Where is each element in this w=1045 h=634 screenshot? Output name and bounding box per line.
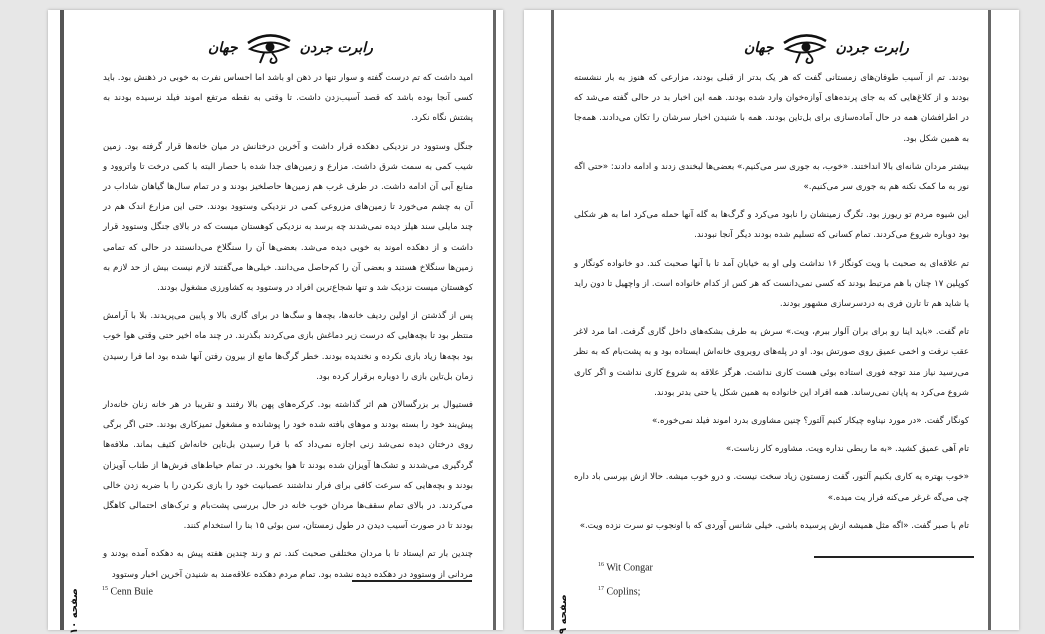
footnote [102,586,153,597]
paragraph: بیشتر مردان شانه‌ای بالا انداختند. «خوب، به جوری سر می‌کنیم.» بعضی‌ها لبخندی زدند و ادامه دادند: «حتی اگه نور به ما کمک نکنه هم به جوری سر می‌کنیم.» [574,161,969,193]
paragraph: کونگار گفت. «در مورد نیناوه چیکار کنیم آلتور؟ چنین مشاوری بدرد اموند فیلد نمی‌خوره.» [652,416,969,427]
eye-of-horus-icon [244,31,294,65]
page-border-left [60,10,64,630]
footnote-number: 16 [598,562,604,568]
page-body [574,68,969,544]
paragraph: پس از گذشتن از اولین ردیف خانه‌ها، بچه‌ها و سگ‌ها در برای گاری بالا و پایین می‌پریدند. بلا با آرامش منتظر بود تا بچه‌هایی که درست زیر دماغش بازی می‌کردند بگذرند. در چند ماه اخیر حتی وقتی هوا خوب بود بچه‌ها زیاد بازی نکرده و نخندیده بودند. خطر گرگ‌ها مانع از بیرون رفتن آنها شده بود اما فرا رسیدن زمان بل‌تاین بازی را دوباره برقرار کرده بود. [103,311,473,382]
paragraph: «خوب بهتره یه کاری بکنیم آلتور، گفت زمستون زیاد سخت نیست. و درو خوب میشه. حالا ازش بپرسی باد داره چی می‌گه غرغر می‌کنه فرار یت میده.» [574,472,969,503]
paragraph: بودند. تم از آسیب طوفان‌های زمستانی گفت که هر یک بدتر از قبلی بودند، مزارعی که هنوز به بار ننشسته بودند و از کلاغ‌هایی که به جای پرنده‌های آوازه‌خوان وارد شده بودند. همه این اخبار بد در حالی گفته می‌شد که در اطرافشان همه در حال آماده‌سازی برای بل‌تاین بودند. همه با شنیدن اخبار سرشان را تکان می‌دادند. همه‌جا به همین شکل بود. [574,73,969,144]
footnote [598,586,640,597]
footnote-divider [352,580,472,582]
page-header [744,28,909,68]
page-border-right [988,10,991,630]
footnote-text: Coplins; [606,586,641,598]
header-title: جهان [208,40,238,56]
paragraph: تام گفت. «باید اینا رو برای بران آلوار ببرم، ویت.» سرش به طرف بشکه‌های داخل گاری گرفت. اما مرد لاغر عقب نرفت و اخمی عمیق روی صورتش بود. او در پله‌های روبروی خانه‌اش ایستاده بود و به پشت‌بام که به نظر می‌رسید نیاز مند توجه فوری استاده بوئی هست کاری نداشت. هرگز علاقه به شروع کاری نداشت و اگر کاری شروع می‌کرد به پایان نمی‌رساند. همه افراد این خانواده به همین شکل یا حتی بدتر بودند. [574,327,969,398]
paragraph: امید داشت که تم درست گفته و سوار تنها در ذهن او باشد اما احساس نفرت به خوبی در ذهنش بود. باید کسی آنجا بوده باشد که قصد آسیب‌زدن داشت. تا وقتی به نقطه مرتفع اموند فیلد نرسیده بودند به پشتش نگاه نکرد. [103,73,473,124]
header-author: رابرت جردن [299,40,373,56]
page-body [103,68,473,593]
paragraph: جنگل وستوود در نزدیکی دهکده قرار داشت و آخرین درختانش در میان خانه‌ها قرار گرفته بود. زمین شیب کمی به سمت شرق داشت. مزارع و زمین‌های جدا شده با حصار البته با کمی درخت تا واتروود و منابع آبی آن ادامه داشت. در طرف غرب هم زمین‌ها حاصلخیز بودند و در تمام سال‌ها گیاهان شاداب در آن به چشم می‌خورد تا زمین‌های مزروعی کمی در نزدیکی وستوود بودند. حتی این مزارع اندک هم در چند مایلی سند هیلز دیده نمی‌شدند چه برسد به نزدیکی کوهستان میست که در بالای جنگل وستوود قرار داشت و از دهکده اموند به خوبی دیده می‌شد. بعضی‌ها آن را سنگلاخ می‌دانستند در حالی که تمامی زمین‌ها سنگلاخ هستند و بعضی آن را کم‌حاصل می‌دانند. خیلی‌ها می‌گفتند لازم نیست بیش از حد لازم به کوهستان میست نزدیک شد و تنها شجاع‌ترین افراد در وستوود به کشاورزی مشغول بودند. [103,141,473,294]
paragraph: تام آهی عمیق کشید. «به ما ربطی نداره ویت. مشاوره کار زناست.» [725,444,969,455]
header-title: جهان [744,40,774,56]
page-border-left [551,10,554,630]
footnote-divider [814,556,974,558]
header-author: رابرت جردن [835,40,909,56]
page-border-right [493,10,496,630]
footnote-number: 15 [102,586,108,592]
paragraph: این شیوه مردم تو ریورز بود. تگرگ زمینشان را نابود می‌کرد و گرگ‌ها به گله آنها حمله می‌کرد اما به هر شکلی بود دوباره شروع می‌کردند. تمام کسانی که تسلیم شده بودند دیگر آنجا نبودند. [574,210,969,241]
paragraph: چندین بار تم ایستاد تا با مردان مختلفی صحبت کند. تم و رند چندین هفته پیش به دهکده آمده بودند و مردانی از وستوود در دهکده دیده نشده بود. تمام مردم دهکده علاقه‌مند به شنیدن آخرین اخبار وستوود [103,549,473,580]
page-header [208,28,373,68]
page-number: صفحه ۹ [558,594,569,634]
footnote-text: Wit Congar [606,562,653,574]
paragraph: فستیوال بر بزرگسالان هم اثر گذاشته بود. کرکره‌های پهن بالا رفتند و تقریبا در هر خانه زنان خانه‌دار پیش‌بند خود را بسته بودند و موهای بافته شده خود را پوشانده و مشغول تمیزکاری بودند. حتی اگر برگی روی درختان دیده نمی‌شد زنی اجازه نمی‌داد که با فرا رسیدن بل‌تاین خانه‌اش کثیف بماند. ملافه‌ها گردگیری می‌شدند و تشک‌ها آویزان شده بودند تا هوا بخورند. در تمام حیاط‌های فرش‌ها از طناب آویزان بودند و بچه‌هایی که سرعت کافی برای فرار نداشتند عصبانیت خود را بازی نکردن را با ضربه زدن خالی می‌کردند. در بالای تمام سقف‌ها مردان خوب خانه در حال بررسی پشت‌بام و ترک‌های احتمالی کاهگل بودند تا در صورت آسیب دیدن در طول زمستان، سن بوئی ۱۵ بنا را استخدام کنند. [103,400,473,532]
footnote [598,562,653,573]
footnote-number: 17 [598,586,604,592]
eye-of-horus-icon [780,31,830,65]
page-number: صفحه ۱۰ [69,588,80,634]
document-page-right [524,10,1019,634]
paragraph: تام با صبر گفت. «اگه مثل همیشه ازش پرسیده باشی. خیلی شانس آوردی که با اونجوب تو سرت نزده ویت.» [579,520,969,531]
paragraph: تم علاقه‌ای به صحبت با ویت کونگار ۱۶ نداشت ولی او به خیابان آمد تا با آنها صحبت کند. دو خانواده کونگار و کوپلین ۱۷ چنان با هم مرتبط بودند که کسی نمی‌دانست که هر کس از کدام خانواده است. از واچهیل تا دون راید یا شاید هم تا تارن فری به دردسرسازی مشهور بودند. [574,258,969,310]
footnote-text: Cenn Buie [110,586,153,598]
document-page-left [48,10,503,634]
